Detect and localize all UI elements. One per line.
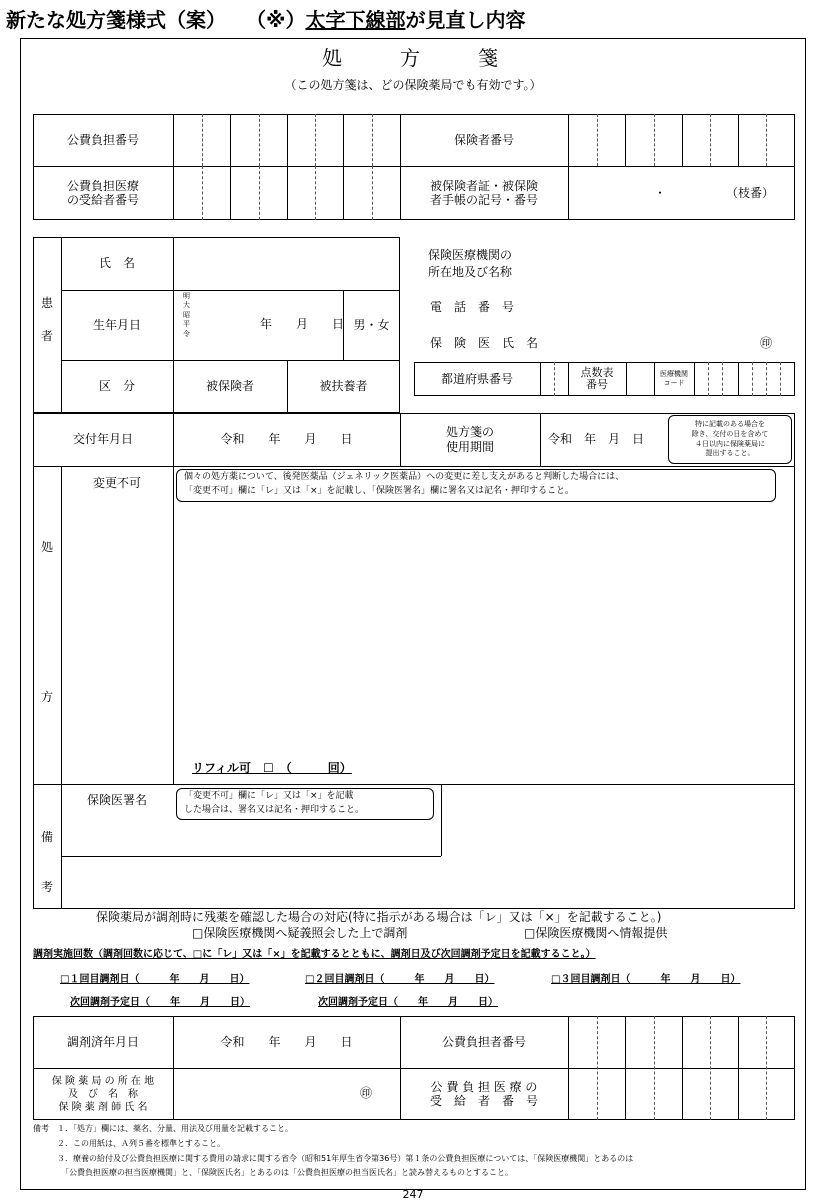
page-number: 247: [402, 1188, 424, 1201]
prefecture-no-label: 都道府県番号: [440, 371, 513, 386]
pharmacist-seal-mark: ㊞: [360, 1086, 373, 1100]
signature-note: 「変更不可」欄に「レ」又は「×」を記載 した場合は、署名又は記名・押印すること。: [184, 791, 365, 815]
rx-side-label-1: 処: [40, 540, 53, 554]
form-title: 処 方 箋: [322, 46, 504, 70]
rx-content-area[interactable]: [173, 466, 793, 758]
insurer-no-label: 保険者番号: [453, 132, 514, 147]
score-table-no-label: 点数表 番号: [580, 365, 614, 391]
sex-field[interactable]: 男・女: [353, 317, 390, 332]
note-line-3: ３．療養の給付及び公費負担医療に関する費用の請求に関する省令（昭和51年厚生省令第36号）第１条の公費負担医療については、「保険医療機関」とあるのは: [33, 1154, 634, 1163]
dispense-date-2[interactable]: □２回目調剤日（ 年 月 日）: [305, 974, 495, 985]
category-label: 区 分: [98, 379, 135, 394]
dispense-date-3[interactable]: □３回目調剤日（ 年 月 日）: [551, 974, 741, 985]
insured-option[interactable]: 被保険者: [205, 379, 254, 394]
dispensed-date-value[interactable]: 令和 年 月 日: [220, 1034, 353, 1049]
issue-date-value[interactable]: 令和 年 月 日: [220, 432, 353, 447]
no-change-label: 変更不可: [92, 476, 141, 490]
dependent-option[interactable]: 被扶養者: [319, 379, 368, 394]
bottom-public-payer-no-label: 公費負担者番号: [441, 1034, 526, 1049]
birth-ymd: 年 月 日: [260, 317, 345, 331]
validity-period-label: 処方箋の 使用期間: [445, 425, 494, 454]
pharmacy-info-label: 保 険 薬 局 の 所 在 地 及 び 名 称 保 険 薬 剤 師 氏 名: [51, 1075, 155, 1113]
institution-code-label: 医療機関 コード: [660, 369, 688, 387]
note-line-1: 備考 １．「処方」欄には、薬名、分量、用法及び用量を記載すること。: [33, 1124, 293, 1133]
clinic-location-label: 保険医療機関の 所在地及び名称: [428, 248, 513, 280]
remarks-side-label-2: 考: [40, 880, 53, 894]
rx-side-label-2: 方: [40, 690, 53, 704]
branch-label: （枝番）: [726, 186, 775, 200]
residual-option-inquiry[interactable]: □保険医療機関へ疑義照会した上で調剤: [192, 926, 408, 940]
insured-id-label: 被保険者証・被保険 者手帳の記号・番号: [429, 178, 538, 207]
issue-date-label: 交付年月日: [72, 432, 133, 447]
form-subtitle: （この処方箋は、どの保険薬局でも有効です。）: [284, 78, 542, 92]
remarks-side-label-1: 備: [40, 830, 53, 844]
dispense-count-heading: 調剤実施回数（調剤回数に応じて、□に「レ」又は「×」を記載するとともに、調剤日及び次回調剤予定日を記載すること。）: [33, 949, 596, 960]
note-line-4: 「公費負担医療の担当医療機関」と、「保険医氏名」とあるのは「公費負担医療の担当医氏名」と読み替えるものとすること。: [33, 1168, 513, 1177]
next-dispense-date-2[interactable]: 次回調剤予定日（ 年 月 日）: [318, 997, 498, 1008]
doctor-seal-mark: ㊞: [760, 336, 773, 350]
residual-option-inform[interactable]: □保険医療機関へ情報提供: [524, 926, 668, 940]
residual-drug-instruction: 保険薬局が調剤時に残薬を確認した場合の対応(特に指示がある場合は「レ」又は「×」を記載すること。): [96, 910, 662, 924]
doctor-signature-label: 保険医署名: [86, 793, 147, 807]
bottom-public-recipient-label: 公 費 負 担 医 療 の 受 給 者 番 号: [429, 1079, 538, 1108]
validity-period-value[interactable]: 令和 年 月 日: [548, 432, 645, 446]
page-heading: [6, 8, 525, 32]
birth-date-label: 生年月日: [92, 317, 141, 332]
clinic-phone-label: 電 話 番 号: [430, 300, 515, 314]
doctor-name-label: 保 険 医 氏 名: [430, 336, 539, 350]
public-recipient-no-label: 公費負担医療 の受給者番号: [66, 178, 139, 207]
patient-side-label: 患 者: [40, 295, 53, 344]
next-dispense-date-1[interactable]: 次回調剤予定日（ 年 月 日）: [70, 997, 250, 1008]
patient-name-label: 氏 名: [98, 256, 135, 271]
dispensed-date-label: 調剤済年月日: [66, 1034, 139, 1049]
heading-emphasis: 太字下線部: [305, 8, 406, 32]
heading-suffix: が見直し内容: [405, 8, 526, 32]
rx-instruction: 個々の処方薬について、後発医薬品（ジェネリック医薬品）への変更に差し支えがあると判断した場合には、 「変更不可」欄に「レ」又は「×」を記載し、「保険医署名」欄に署名又は記名・押印すること。: [184, 472, 625, 496]
note-line-2: ２．この用紙は、Ａ列５番を標準とすること。: [33, 1139, 225, 1148]
validity-note: 特に記載のある場合を 除き、交付の日を含めて ４日以内に保険薬局に 提出すること。: [691, 419, 769, 458]
dispense-date-1[interactable]: □１回目調剤日（ 年 月 日）: [60, 974, 250, 985]
era-list: 明 大 昭 平 令: [183, 292, 190, 338]
public-payer-no-label: 公費負担番号: [66, 132, 139, 147]
refill-option[interactable]: リフィル可 ☐ （ 回）: [192, 761, 352, 775]
heading-prefix: 新たな処方箋様式（案） （※）: [6, 8, 306, 32]
insured-id-dot: ・: [654, 186, 667, 200]
